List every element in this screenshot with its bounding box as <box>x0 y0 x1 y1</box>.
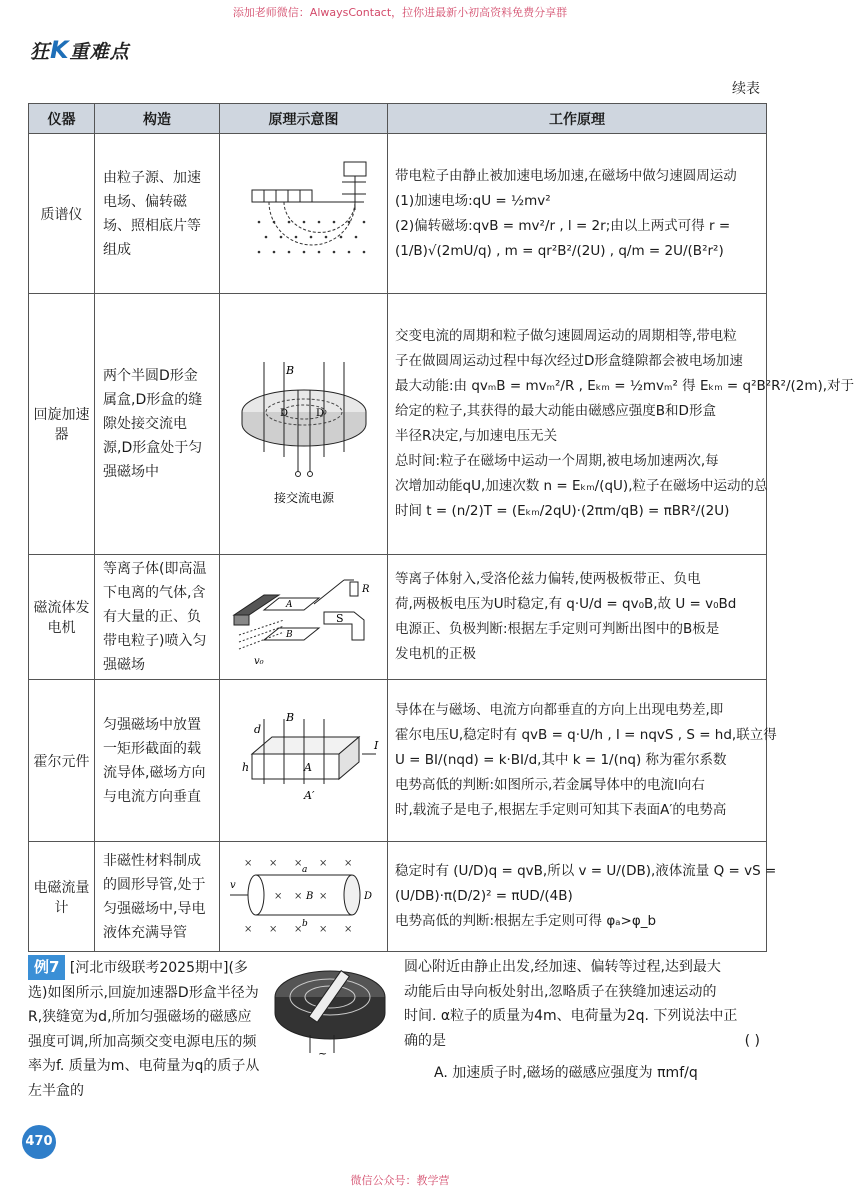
principle-line: 发电机的正极 <box>395 646 476 662</box>
principle-line: (1)加速电场:qU = ½mv² <box>395 192 551 209</box>
svg-text:b: b <box>301 918 308 929</box>
table-row <box>29 294 767 555</box>
svg-text:D: D <box>363 890 372 902</box>
example-text-left: [河北市级联考2025期中](多选)如图所示,回旋加速器D形盒半径为R,狭缝宽为d,所加匀强磁场的磁感应强度可调,所加高频交变电源电压的频率为f. 质量为m、电荷量为q的质子从左半盒的 <box>28 960 260 1099</box>
flowmeter-diagram <box>220 842 388 952</box>
row-structure: 匀强磁场中放置一矩形截面的载流导体,磁场方向与电流方向垂直 <box>95 680 220 842</box>
svg-text:h: h <box>241 760 249 774</box>
svg-text:S: S <box>335 612 344 625</box>
table-row <box>29 555 767 680</box>
row-name: 霍尔元件 <box>29 680 95 842</box>
svg-text:D: D <box>279 408 288 419</box>
principle-line: 电势高低的判断:如图所示,若金属导体中的电流I向右 <box>395 777 705 793</box>
example-line: 时间. α粒子的质量为4m、电荷量为2q. 下列说法中正 <box>404 1008 738 1024</box>
row-principle <box>388 294 854 555</box>
principle-line: 稳定时有 (U/D)q = qvB,所以 v = U/(DB),液体流量 Q = vS = <box>395 863 777 879</box>
mass-spectrometer-diagram <box>220 134 388 294</box>
logo-k: K <box>50 36 70 64</box>
table-header-row <box>29 104 767 134</box>
instrument-table <box>28 103 854 952</box>
svg-text:B: B <box>285 630 293 640</box>
example-line: 动能后由导向板处射出,忽略质子在狭缝加速运动的 <box>404 983 717 1000</box>
svg-text:A: A <box>303 760 312 774</box>
svg-text:×: × <box>343 857 352 869</box>
row-principle <box>388 680 777 842</box>
row-structure: 由粒子源、加速电场、偏转磁场、照相底片等组成 <box>95 134 220 294</box>
principle-line: (U/DB)·π(D/2)² = πUD/(4B) <box>395 888 573 904</box>
svg-text:~: ~ <box>318 1047 328 1060</box>
svg-text:A: A <box>285 600 292 610</box>
principle-line: 电源正、负极判断:根据左手定则可判断出图中的B板是 <box>395 621 720 637</box>
top-watermark-note: 添加老师微信：AlwaysContact，拉你进最新小初高资料免费分享群 <box>232 6 568 19</box>
row-name: 电磁流量计 <box>29 842 95 952</box>
principle-line: 荷,两极板电压为U时稳定,有 q·U/d = qv₀B,故 U = v₀Bd <box>395 596 737 612</box>
answer-parenthesis: ( ) <box>744 1032 760 1049</box>
row-name: 磁流体发电机 <box>29 555 95 680</box>
principle-line: 半径R决定,与加速电压无关 <box>395 428 558 444</box>
svg-text:R: R <box>361 584 370 595</box>
svg-text:I: I <box>373 738 378 752</box>
logo-left: 狂 <box>30 41 51 63</box>
svg-text:B: B <box>285 364 294 377</box>
svg-text:×: × <box>273 890 282 902</box>
option-a[interactable]: A. 加速质子时,磁场的磁感应强度为 πmf/q <box>434 1065 698 1081</box>
svg-text:×: × <box>318 857 327 869</box>
header-principle: 工作原理 <box>388 104 767 134</box>
principle-line: (1/B)√(2mU/q) , m = qr²B²/(2U) , q/m = 2U/(B²r²) <box>395 242 724 259</box>
example-badge: 例7 <box>28 955 65 980</box>
row-principle <box>388 555 767 680</box>
hall-element-diagram <box>220 680 388 842</box>
principle-line: 导体在与磁场、电流方向都垂直的方向上出现电势差,即 <box>395 702 724 718</box>
principle-line: (2)偏转磁场:qvB = mv²/r , l = 2r;由以上两式可得 r = <box>395 217 731 234</box>
svg-text:×: × <box>318 890 327 902</box>
principle-line: 霍尔电压U,稳定时有 qvB = q·U/h , I = nqvS , S = hd,联立得 <box>395 727 777 743</box>
principle-line: 等离子体射入,受洛伦兹力偏转,使两极板带正、负电 <box>395 571 701 587</box>
svg-text:×: × <box>268 923 277 935</box>
example-right <box>404 955 774 1086</box>
logo-right: 重难点 <box>69 41 130 63</box>
svg-text:×: × <box>293 857 302 869</box>
row-structure: 两个半圆D形金属盒,D形盒的缝隙处接交流电源,D形盒处于匀强磁场中 <box>95 294 220 555</box>
row-structure: 非磁性材料制成的圆形导管,处于匀强磁场中,导电液体充满导管 <box>95 842 220 952</box>
cyclotron-caption: 接交流电源 <box>273 491 334 505</box>
principle-line: U = BI/(nqd) = k·BI/d,其中 k = 1/(nq) 称为霍尔系数 <box>395 752 727 768</box>
row-name: 回旋加速器 <box>29 294 95 555</box>
header-structure: 构造 <box>95 104 220 134</box>
cyclotron-diagram <box>220 294 388 555</box>
row-name: 质谱仪 <box>29 134 95 294</box>
table-row <box>29 680 767 842</box>
header-diagram: 原理示意图 <box>220 104 388 134</box>
svg-text:B: B <box>285 710 294 724</box>
mhd-generator-svg <box>224 560 384 670</box>
continued-label: 续表 <box>732 81 760 97</box>
svg-text:×: × <box>268 857 277 869</box>
principle-line: 带电粒子由静止被加速电场加速,在磁场中做匀速圆周运动 <box>395 167 737 184</box>
row-structure: 等离子体(即高温下电离的气体,含有大量的正、负带电粒子)喷入匀强磁场 <box>95 555 220 680</box>
svg-text:v₀: v₀ <box>253 656 264 667</box>
svg-text:D: D <box>315 408 324 419</box>
example-cyclotron-figure <box>270 955 390 1061</box>
svg-text:×: × <box>318 923 327 935</box>
page-number: 470 <box>22 1125 56 1159</box>
cyclotron-svg <box>224 332 384 512</box>
principle-line: 电势高低的判断:根据左手定则可得 φₐ>φ_b <box>395 913 657 929</box>
svg-text:B: B <box>305 890 313 902</box>
svg-text:d: d <box>253 722 261 736</box>
mass-spectrometer-svg <box>224 142 384 282</box>
row-principle <box>388 134 767 294</box>
principle-line: 交变电流的周期和粒子做匀速圆周运动的周期相等,带电粒 <box>395 328 737 344</box>
footer-note: 微信公众号：教学营 <box>350 1174 450 1187</box>
logo <box>30 36 130 64</box>
svg-text:×: × <box>293 890 302 902</box>
principle-line: 时,载流子是电子,根据左手定则可知其下表面A′的电势高 <box>395 802 727 818</box>
row-principle <box>388 842 777 952</box>
mhd-generator-diagram <box>220 555 388 680</box>
svg-text:×: × <box>343 923 352 935</box>
svg-text:a: a <box>301 864 307 875</box>
table-row <box>29 134 767 294</box>
hall-element-svg <box>224 699 384 819</box>
example-line <box>404 1029 774 1054</box>
table-row <box>29 842 767 952</box>
svg-text:v: v <box>229 879 236 891</box>
principle-line: 最大动能:由 qvₘB = mvₘ²/R , Eₖₘ = ½mvₘ² 得 Eₖₘ = q²B²R²/(2m),对于 <box>395 378 854 394</box>
svg-text:×: × <box>243 857 252 869</box>
principle-line: 给定的粒子,其获得的最大动能由磁感应强度B和D形盒 <box>395 403 716 419</box>
svg-text:A′: A′ <box>303 788 314 802</box>
flowmeter-svg <box>224 850 384 940</box>
svg-text:×: × <box>243 923 252 935</box>
example-line-end: 确的是 <box>404 1032 446 1049</box>
principle-line: 总时间:粒子在磁场中运动一个周期,被电场加速两次,每 <box>395 453 719 469</box>
principle-line: 时间 t = (n/2)T = (Eₖₘ/2qU)·(2πm/qB) = πBR²/(2U) <box>395 503 730 519</box>
header-instrument: 仪器 <box>29 104 95 134</box>
principle-line: 子在做圆周运动过程中每次经过D形盒缝隙都会被电场加速 <box>395 353 743 369</box>
example-left <box>28 955 390 1103</box>
svg-text:×: × <box>293 923 302 935</box>
example-line: 圆心附近由静止出发,经加速、偏转等过程,达到最大 <box>404 959 721 975</box>
principle-line: 次增加动能qU,加速次数 n = Eₖₘ/(qU),粒子在磁场中运动的总 <box>395 478 768 494</box>
